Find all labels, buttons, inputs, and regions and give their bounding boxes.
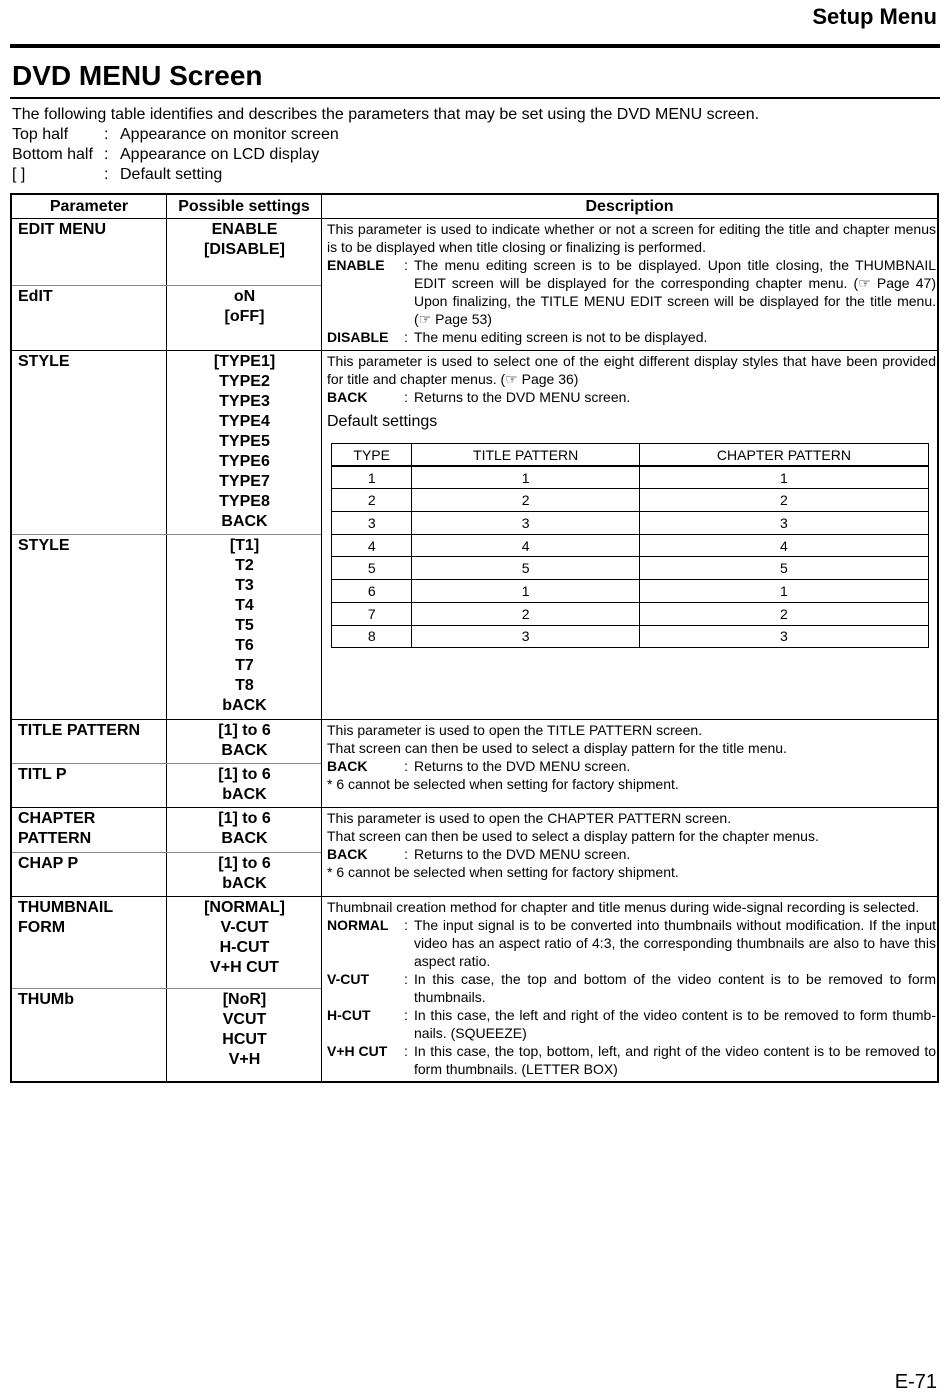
desc-chapter-pattern: [327, 809, 936, 881]
param-title-pattern-lcd: TITL P: [18, 766, 67, 783]
desc-item: [327, 388, 936, 406]
table-cell: 1: [332, 466, 412, 489]
table-row: [332, 512, 929, 535]
legend: [12, 125, 339, 184]
row-divider: [12, 719, 937, 720]
header-description: Description: [585, 198, 674, 215]
table-row: [332, 625, 929, 648]
item-key: V-CUT: [327, 971, 369, 987]
legend-row: [12, 145, 339, 165]
table-cell: 1: [412, 580, 639, 603]
table-cell: 4: [639, 534, 928, 557]
page-number: E-71: [894, 1371, 937, 1393]
item-key: V+H CUT: [327, 1043, 388, 1059]
table-cell: 6: [332, 580, 412, 603]
item-key: H-CUT: [327, 1007, 371, 1023]
desc-item: [327, 970, 936, 1006]
param-title-pattern: TITLE PATTERN: [18, 722, 141, 739]
header-settings: Possible settings: [178, 198, 310, 215]
item-colon: :: [404, 846, 408, 862]
table-cell: 1: [639, 466, 928, 489]
desc-thumbnail-form: [327, 898, 936, 1078]
legend-key: Top half: [12, 126, 69, 143]
legend-key: [ ]: [12, 165, 26, 183]
item-colon: :: [404, 1007, 408, 1023]
column-header: CHAPTER PATTERN: [639, 444, 928, 467]
column-header: TITLE PATTERN: [412, 444, 639, 467]
legend-value: Appearance on monitor screen: [120, 126, 339, 143]
page-title: DVD MENU Screen: [12, 60, 263, 91]
table-cell: 5: [332, 557, 412, 580]
half-divider: [12, 988, 321, 989]
param-chapter-pattern: CHAPTER PATTERN: [18, 810, 96, 847]
item-colon: :: [404, 971, 408, 987]
header-rule: [10, 44, 940, 48]
param-style-lcd: STYLE: [18, 537, 70, 554]
legend-value: Default setting: [120, 165, 223, 183]
legend-colon: :: [104, 126, 109, 143]
item-colon: :: [404, 257, 408, 273]
title-rule: [10, 97, 940, 99]
desc-line: That screen can then be used to select a display pattern for the chapter menus.: [327, 828, 819, 844]
legend-row: [12, 165, 339, 185]
item-key: BACK: [327, 758, 368, 774]
desc-edit-menu: [327, 220, 936, 346]
param-edit-lcd: EdIT: [18, 288, 53, 305]
table-cell: 5: [412, 557, 639, 580]
row-divider: [12, 896, 937, 897]
default-settings-table: [331, 443, 929, 648]
desc-line: That screen can then be used to select a display pattern for the title menu.: [327, 740, 787, 756]
param-thumbnail-form-lcd: THUMb: [18, 991, 74, 1008]
legend-row: [12, 125, 339, 145]
item-text: In this case, the top and bottom of the video content is to be removed to form thumbnails.: [414, 971, 936, 1005]
item-colon: :: [404, 329, 408, 345]
section-header: Setup Menu: [812, 4, 937, 29]
half-divider: [12, 534, 321, 535]
half-divider: [12, 763, 321, 764]
desc-item: [327, 1006, 936, 1042]
item-colon: :: [404, 917, 408, 933]
settings-chapter-pattern-lcd: [1] to 6 bACK: [218, 855, 271, 892]
desc-intro: This parameter is used to select one of the eight different display styles that have been provided for title and chapter menus. (☞ Page 36): [327, 353, 936, 387]
table-cell: 2: [639, 602, 928, 625]
table-cell: 2: [639, 489, 928, 512]
header-rule: [12, 218, 937, 219]
table-cell: 7: [332, 602, 412, 625]
table-cell: 2: [412, 489, 639, 512]
desc-line: This parameter is used to open the CHAPTER PATTERN screen.: [327, 810, 732, 826]
desc-item: [327, 845, 936, 863]
half-divider: [12, 852, 321, 853]
item-text: The menu editing screen is to be displayed. Upon title closing, the THUMBNAIL EDIT screen will be displayed for the corresponding chapter menu. (☞ Page 47) Upon finalizing, the TITLE MENU EDIT screen will be displayed for the title menu. (☞ Page 53): [414, 257, 936, 327]
desc-title-pattern: [327, 721, 936, 793]
header-parameter: Parameter: [49, 198, 129, 215]
item-text: Returns to the DVD MENU screen.: [414, 846, 631, 862]
table-row: [332, 557, 929, 580]
legend-colon: :: [104, 145, 109, 163]
settings-style: [TYPE1] TYPE2 TYPE3 TYPE4 TYPE5 TYPE6 TYPE7 TYPE8 BACK: [213, 353, 276, 530]
desc-item: [327, 328, 936, 346]
table-cell: 5: [639, 557, 928, 580]
param-edit-menu: EDIT MENU: [18, 221, 106, 238]
default-settings-heading: Default settings: [327, 413, 438, 430]
table-row: [332, 534, 929, 557]
settings-edit-menu: ENABLE [DISABLE]: [204, 221, 285, 258]
item-colon: :: [404, 389, 408, 405]
row-divider: [12, 807, 937, 808]
settings-edit-lcd: oN [oFF]: [224, 288, 265, 325]
row-divider: [12, 350, 937, 351]
item-colon: :: [404, 1043, 408, 1059]
parameter-table: [10, 193, 939, 1083]
table-cell: 3: [639, 512, 928, 535]
table-cell: 3: [639, 625, 928, 648]
desc-style: [327, 352, 936, 432]
desc-item: [327, 757, 936, 775]
table-cell: 1: [639, 580, 928, 603]
item-text: In this case, the left and right of the video content is to be removed to form thumb-nails. (SQUEEZE): [414, 1007, 936, 1041]
table-cell: 4: [412, 534, 639, 557]
settings-thumbnail-form-lcd: [NoR] VCUT HCUT V+H: [222, 991, 267, 1068]
legend-key: Bottom half: [12, 145, 93, 163]
table-row: [332, 602, 929, 625]
half-divider: [12, 285, 321, 286]
settings-title-pattern: [1] to 6 BACK: [218, 722, 271, 759]
intro-text: The following table identifies and describes the parameters that may be set using the DVD MENU screen.: [12, 106, 760, 123]
legend-colon: :: [104, 165, 109, 183]
column-header: TYPE: [332, 444, 412, 467]
item-key: NORMAL: [327, 917, 389, 933]
settings-style-lcd: [T1] T2 T3 T4 T5 T6 T7 T8 bACK: [222, 537, 267, 714]
desc-intro: This parameter is used to indicate whether or not a screen for editing the title and chapter menus is to be displayed when title closing or finalizing is performed.: [327, 221, 936, 255]
item-text: Returns to the DVD MENU screen.: [414, 389, 631, 405]
item-key: ENABLE: [327, 257, 385, 273]
table-cell: 3: [412, 625, 639, 648]
table-header-row: [332, 444, 929, 467]
item-text: The menu editing screen is not to be displayed.: [414, 329, 708, 345]
item-key: BACK: [327, 846, 368, 862]
item-text: The input signal is to be converted into thumbnails without modification. If the input video has an aspect ratio of 4:3, the corresponding thumbnails are also to have this aspect ratio.: [414, 917, 936, 969]
settings-chapter-pattern: [1] to 6 BACK: [218, 810, 271, 847]
param-style: STYLE: [18, 353, 70, 370]
param-thumbnail-form: THUMBNAIL FORM: [18, 899, 114, 936]
desc-line: This parameter is used to open the TITLE PATTERN screen.: [327, 722, 703, 738]
desc-note: * 6 cannot be selected when setting for factory shipment.: [327, 864, 679, 880]
desc-note: * 6 cannot be selected when setting for factory shipment.: [327, 776, 679, 792]
desc-item: [327, 256, 936, 328]
table-cell: 2: [412, 602, 639, 625]
item-text: Returns to the DVD MENU screen.: [414, 758, 631, 774]
table-cell: 3: [332, 512, 412, 535]
table-row: [332, 466, 929, 489]
table-row: [332, 580, 929, 603]
param-chapter-pattern-lcd: CHAP P: [18, 855, 79, 872]
settings-thumbnail-form: [NORMAL] V-CUT H-CUT V+H CUT: [204, 899, 285, 976]
table-cell: 2: [332, 489, 412, 512]
table-cell: 1: [412, 466, 639, 489]
desc-intro: Thumbnail creation method for chapter and title menus during wide-signal recording is selected.: [327, 899, 920, 915]
desc-item: [327, 1042, 936, 1078]
item-key: BACK: [327, 389, 368, 405]
table-cell: 8: [332, 625, 412, 648]
item-key: DISABLE: [327, 329, 389, 345]
desc-item: [327, 916, 936, 970]
table-cell: 4: [332, 534, 412, 557]
item-colon: :: [404, 758, 408, 774]
table-row: [332, 489, 929, 512]
item-text: In this case, the top, bottom, left, and right of the video content is to be removed to form thumbnails. (LETTER BOX): [414, 1043, 936, 1077]
settings-title-pattern-lcd: [1] to 6 bACK: [218, 766, 271, 803]
legend-value: Appearance on LCD display: [120, 145, 320, 163]
table-cell: 3: [412, 512, 639, 535]
